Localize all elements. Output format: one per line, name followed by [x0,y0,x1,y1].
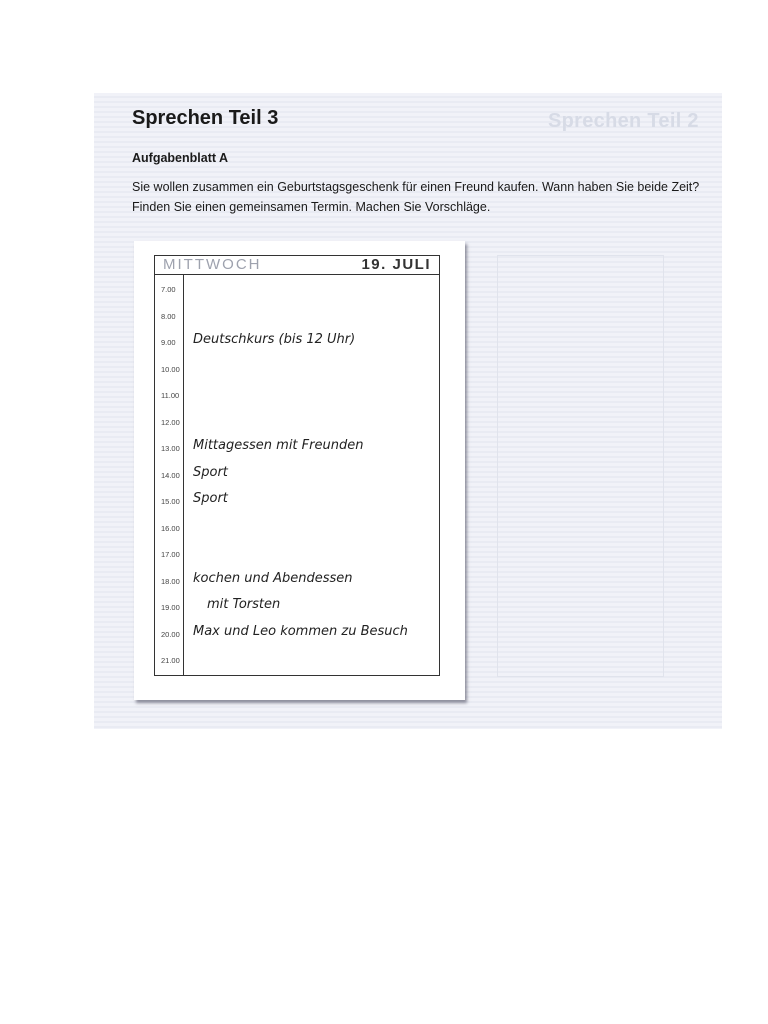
bleed-through-title: Sprechen Teil 2 [548,110,699,132]
slot-entry: Max und Leo kommen zu Besuch [193,623,408,639]
slot-entry: Mittagessen mit Freunden [193,438,364,453]
slot-time: 9.00 [161,338,176,347]
slot-entry: Sport [193,491,228,506]
calendar-slot [155,434,439,461]
calendar-slot [155,620,439,647]
calendar-header [155,256,439,275]
calendar-frame [154,255,440,676]
calendar-slot [155,487,439,514]
slot-time: 7.00 [161,285,176,294]
slot-entry: Deutschkurs (bis 12 Uhr) [193,332,356,347]
slot-time: 17.00 [161,550,180,559]
slot-time: 13.00 [161,444,180,453]
slot-entry: Sport [193,464,228,480]
slot-time: 16.00 [161,523,180,533]
slot-time: 10.00 [161,364,180,374]
instructions-line-1: Sie wollen zusammen ein Geburtstagsgeschenk für einen Freund kaufen. Wann haben Sie beide Zeit? [132,180,700,194]
slot-entry: mit Torsten [207,597,281,612]
instructions-line-2: Finden Sie einen gemeinsamen Termin. Machen Sie Vorschläge. [132,200,491,214]
slot-time: 12.00 [161,417,180,427]
calendar-slot [155,302,439,329]
calendar-weekday: MITTWOCH [163,256,262,273]
slot-time: 11.00 [161,391,180,400]
slot-time: 21.00 [161,656,180,665]
slot-time: 18.00 [161,576,180,586]
calendar-slot [155,514,439,541]
slot-time: 8.00 [161,311,176,321]
calendar-slot [155,381,439,408]
slot-time: 14.00 [161,470,180,480]
calendar-date: 19. JULI [361,256,431,273]
calendar-slot [155,593,439,620]
calendar-slot [155,567,439,594]
slot-entry: kochen und Abendessen [193,570,353,586]
calendar-slot [155,408,439,435]
page-title: Sprechen Teil 3 [132,107,279,129]
slot-time: 15.00 [161,497,180,506]
calendar-slot [155,355,439,382]
calendar-slot [155,461,439,488]
slot-time: 19.00 [161,603,180,612]
bleed-through-calendar [497,255,664,677]
slot-time: 20.00 [161,629,180,639]
page-subtitle: Aufgabenblatt A [132,151,229,165]
calendar-slot [155,328,439,355]
calendar-card [134,241,465,700]
calendar-slot [155,646,439,675]
calendar-slot [155,540,439,567]
calendar-slot [155,275,439,302]
